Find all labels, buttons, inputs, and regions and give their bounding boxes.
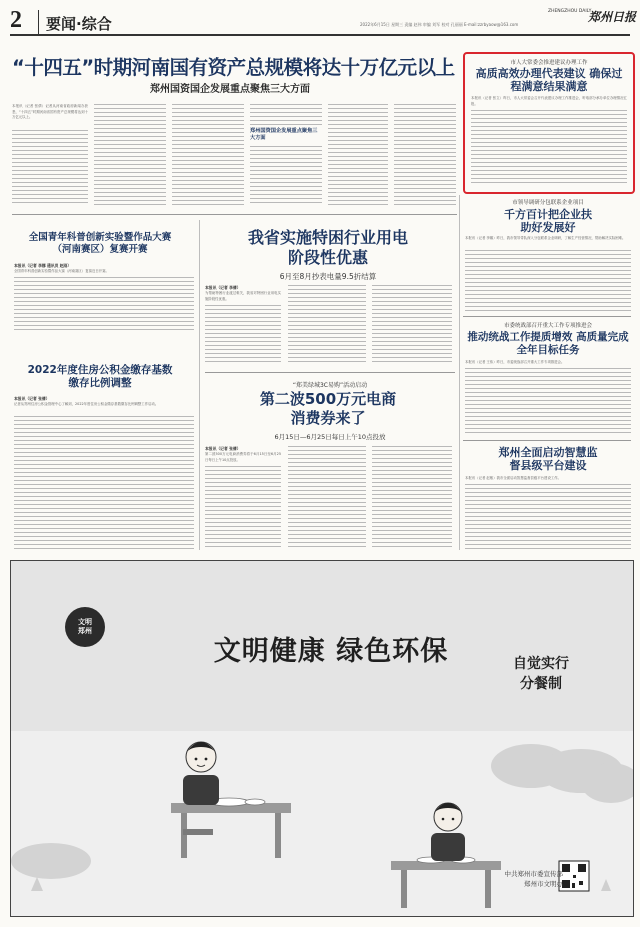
sidebar-mid-body	[465, 250, 631, 312]
fund-byline: 本报讯（记者 张倩）	[14, 396, 50, 401]
masthead-rule	[10, 34, 630, 36]
paper-name-en: ZHENGZHOU DAILY	[548, 9, 592, 14]
sidebar-bottom-title: 郑州全面启动智慧监督县级平台建设	[498, 446, 598, 472]
coupon-intro: 第二波500万元电商消费券将于6月15日至6月25日每日上午10点投放。	[205, 452, 281, 462]
ad-slogan: 文明健康 绿色环保	[213, 636, 449, 667]
lead-column-1	[12, 130, 88, 206]
coupon-subtitle: 6月15日—6月25日每日上午10点投放	[274, 433, 386, 441]
coupon-col-1	[205, 466, 281, 550]
sidebar-top-body	[471, 110, 627, 186]
ad-illustration	[11, 561, 633, 916]
lead-sub-box-text-top	[250, 104, 322, 126]
ad-side-slogan-line2: 分餐制	[520, 676, 562, 692]
fund-body	[14, 416, 194, 550]
lead-column-3	[172, 104, 244, 206]
sidebar-low-title: 推动统战工作提质增效 高质量完成全年目标任务	[467, 331, 629, 356]
sidebar-low-body	[465, 368, 631, 436]
sidebar-divider-1	[463, 316, 631, 317]
sidebar-top-box	[463, 52, 635, 194]
center-divider	[205, 372, 455, 373]
mid-section-rule	[12, 214, 457, 215]
stool-left	[183, 829, 213, 835]
sidebar-top-kicker: 市人大常委会推进建议办理工作	[510, 60, 588, 66]
ad-credit-line1: 中共郑州市委宣传部	[504, 870, 563, 878]
sidebar-top-title: 高质高效办理代表建议 确保过程满意结果满意	[475, 67, 623, 93]
fund-headline: 2022年度住房公积金缴存基数缴存比例调整	[27, 364, 173, 389]
sidebar-mid-kicker: 市领导调研分包联系企业项目	[512, 200, 584, 206]
ad-badge-label: 文明郑州	[78, 618, 92, 635]
qr-code	[559, 861, 589, 891]
lead-intro: 本报讯（记者 张倩）记者从河南省政府新闻办获悉，“十四五”时期河南省国有资产总规模将达到十万亿元以上。	[12, 104, 88, 120]
sidebar-bottom-body	[465, 484, 631, 550]
lead-column-6	[394, 104, 456, 206]
youth-headline: 全国青年科普创新实验暨作品大赛（河南赛区）复赛开赛	[28, 232, 172, 255]
date-line: 2022年6月15日 星期三 责编 赵伟 审编 刘军 校对 孔丽丽 E-mail:zzrbyaow@163.com	[360, 22, 519, 27]
section-title: 要闻·综合	[46, 15, 112, 33]
coupon-kicker: “郑美绿城3C易购”活动启动	[292, 382, 368, 389]
coupon-byline: 本报讯（记者 张倩）	[205, 446, 241, 451]
youth-byline: 本报讯（记者 李娜 通讯员 赵刚）	[14, 263, 72, 268]
lead-sub-box-text	[250, 146, 322, 206]
page-number-divider	[38, 10, 39, 34]
lead-column-2	[94, 104, 166, 206]
lead-sub-box-title: 郑州国资国企发展重点聚焦三大方面	[250, 128, 318, 141]
page-number: 2	[10, 7, 22, 33]
coupon-col-3	[372, 446, 452, 550]
coupon-headline: 第二波500万元电商消费券来了	[259, 390, 397, 427]
center-byline: 本报讯（记者 李倩）	[205, 285, 241, 290]
lead-column-5	[328, 104, 388, 206]
center-col-1	[205, 305, 281, 363]
center-col-3	[372, 285, 452, 363]
sidebar-divider-2	[463, 440, 631, 441]
youth-body	[14, 277, 194, 333]
lead-headline: “十四五”时期河南国有资产总规模将达十万亿元以上	[12, 56, 455, 79]
sidebar-low-kicker: 市委统战部召开重大工作专项推进会	[503, 323, 592, 329]
public-service-ad	[10, 560, 634, 917]
sidebar-mid-intro: 本报讯（记者 李娜）昨日，我市领导带队深入分包联系企业调研，了解生产经营情况，帮助解决实际困难。	[465, 236, 626, 240]
center-col-2	[288, 285, 366, 363]
sidebar-low-intro: 本报讯（记者 王伟）昨日，市委统战部召开重大工作专项推进会。	[465, 360, 565, 364]
ad-credit-line2: 郑州市文明办	[524, 880, 563, 888]
coupon-col-2	[288, 446, 366, 550]
column-divider-left	[199, 220, 200, 550]
sidebar-top-intro: 本报讯（记者 张立）昨日，市人大常委会召开代表建议办理工作推进会，听取部分承办单位办理情况汇报。	[471, 96, 627, 106]
lead-sub-box	[250, 104, 322, 206]
fund-intro: 记者从郑州住房公积金管理中心了解到，2022年度住房公积金缴存基数缴存比例调整工作启动。	[14, 402, 159, 406]
ad-side-slogan-line1: 自觉实行	[513, 656, 569, 672]
lead-subtitle: 郑州国资国企发展重点聚焦三大方面	[150, 84, 310, 95]
center-headline: 我省实施特困行业用电阶段性优惠	[248, 228, 409, 267]
paper-name-cn: 郑州日报	[588, 10, 637, 24]
center-subtitle: 6月至8月抄表电量9.5折结算	[279, 272, 377, 281]
sidebar-bottom-intro: 本报讯（记者 赵敏）我市全面启动智慧监督县级平台建设工作。	[465, 476, 562, 480]
column-divider-right	[459, 195, 460, 550]
sidebar-mid-title: 千方百计把企业扶助好发展好	[504, 208, 592, 234]
ad-badge	[65, 607, 105, 647]
youth-intro: 全国青年科普创新实验暨作品大赛（河南赛区）复赛近日开赛。	[14, 269, 109, 273]
lead-columns	[12, 104, 457, 209]
center-intro: 为帮助特困行业渡过难关，我省对特困行业用电实施阶段性优惠。	[205, 291, 281, 301]
